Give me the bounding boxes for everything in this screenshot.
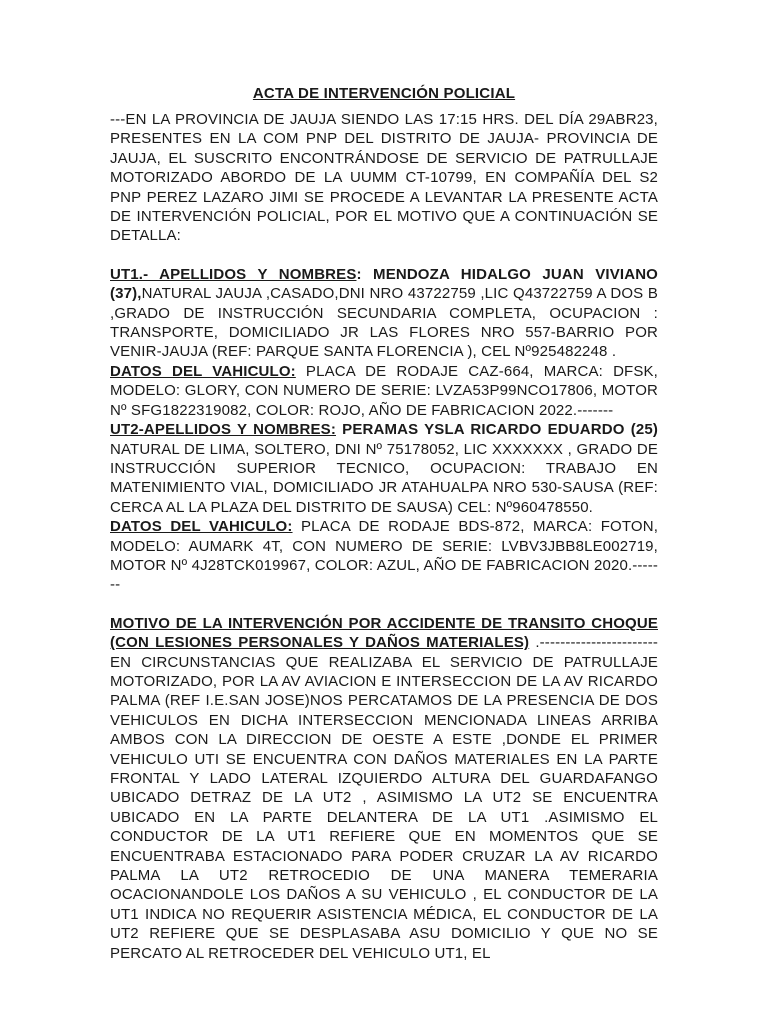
ut2-vehicle-label: DATOS DEL VAHICULO: <box>110 518 293 536</box>
motivo-heading: MOTIVO DE LA INTERVENCIÓN POR ACCIDENTE DE TRANSITO CHOQUE (CON LESIONES PERSONALES Y DAÑOS MATERIALES) <box>110 614 658 652</box>
ut2-section <box>110 420 658 517</box>
ut2-vehicle-section <box>110 517 658 595</box>
ut1-vehicle-section <box>110 362 658 420</box>
intro-paragraph: ---EN LA PROVINCIA DE JAUJA SIENDO LAS 17:15 HRS. DEL DÍA 29ABR23, PRESENTES EN LA COM PNP DEL DISTRITO DE JAUJA- PROVINCIA DE JAUJA, EL SUSCRITO ENCONTRÁNDOSE DE SERVICIO DE PATRULLAJE MOTORIZADO ABORDO DE LA UUMM CT-10799, EN COMPAÑÍA DEL S2 PNP PEREZ LAZARO JIMI SE PROCEDE A LEVANTAR LA PRESENTE ACTA DE INTERVENCIÓN POLICIAL, POR EL MOTIVO QUE A CONTINUACIÓN SE DETALLA: <box>110 111 658 245</box>
document-title: ACTA DE INTERVENCIÓN POLICIAL <box>252 85 516 102</box>
motivo-section <box>110 614 658 963</box>
ut1-vehicle-details: PLACA DE RODAJE CAZ-664, MARCA: DFSK, MODELO: GLORY, CON NUMERO DE SERIE: LVZA53P99NCO17806, MOTOR Nº SFG1822319082, COLOR: ROJO, AÑO DE FABRICACION 2022.------- <box>110 362 658 419</box>
ut2-label: UT2-APELLIDOS Y NOMBRES: <box>110 421 336 439</box>
ut1-vehicle-label: DATOS DEL VAHICULO: <box>110 362 296 380</box>
motivo-body: EN CIRCUNSTANCIAS QUE REALIZABA EL SERVICIO DE PATRULLAJE MOTORIZADO, POR LA AV AVIACION E INTERSECCION DE LA AV RICARDO PALMA (REF I.E.SAN JOSE)NOS PERCATAMOS DE LA PRESENCIA DE DOS VEHICULOS EN DICHA INTERSECCION MENCIONADA LINEAS ARRIBA AMBOS CON LA DIRECCION DE OESTE A ESTE ,DONDE EL PRIMER VEHICULO UTI SE ENCUENTRA CON DAÑOS MATERIALES EN LA PARTE FRONTAL Y LADO LATERAL IZQUIERDO ALTURA DEL GUARDAFANGO UBICADO DETRAZ DE LA UT2 , ASIMISMO LA UT2 SE ENCUENTRA UBICADO EN LA PARTE DELANTERA DE LA UT1 .ASIMISMO EL CONDUCTOR DE LA UT1 REFIERE QUE EN MOMENTOS QUE SE ENCUENTRABA ESTACIONADO PARA PODER CRUZAR LA AV RICARDO PALMA LA UT2 RETROCEDIO DE UNA MANERA TEMERARIA OCACIONANDOLE LOS DAÑOS A SU VEHICULO , EL CONDUCTOR DE LA UT1 INDICA NO REQUERIR ASISTENCIA MÉDICA, EL CONDUCTOR DE LA UT2 REFIERE QUE SE DESPLASABA ASU DOMICILIO Y QUE NO SE PERCATO AL RETROCEDER DEL VEHICULO UT1, EL <box>110 653 658 962</box>
ut2-name: PERAMAS YSLA RICARDO EDUARDO (25) <box>335 421 658 439</box>
ut2-details: NATURAL DE LIMA, SOLTERO, DNI Nº 75178052, LIC XXXXXXX , GRADO DE INSTRUCCIÓN SUPERIOR TECNICO, OCUPACION: TRABAJO EN MATENIMIENTO VIAL, DOMICILIADO JR ATAHUALPA NRO 530-SAUSA (REF: CERCA AL LA PLAZA DEL DISTRITO DE SAUSA) CEL: Nº960478550. <box>110 440 658 516</box>
ut1-section <box>110 265 658 362</box>
ut1-details: NATURAL JAUJA ,CASADO,DNI NRO 43722759 ,LIC Q43722759 A DOS B ,GRADO DE INSTRUCCIÓN SECUNDARIA COMPLETA, OCUPACION : TRANSPORTE, DOMICILIADO JR LAS FLORES NRO 557-BARRIO POR VENIR-JAUJA (REF: PARQUE SANTA FLORENCIA ), CEL Nº925482248 . <box>110 285 658 361</box>
motivo-dashes: .----------------------- <box>529 634 658 652</box>
ut2-vehicle-details: PLACA DE RODAJE BDS-872, MARCA: FOTON, MODELO: AUMARK 4T, CON NUMERO DE SERIE: LVBV3JBB8LE002719, MOTOR Nº 4J28TCK019967, COLOR: AZUL, AÑO DE FABRICACION 2020.------- <box>110 518 659 594</box>
paragraph-gap <box>110 246 658 265</box>
ut1-name: : MENDOZA HIDALGO JUAN VIVIANO (37), <box>110 265 659 303</box>
ut1-label: UT1.- APELLIDOS Y NOMBRES <box>110 265 357 283</box>
paragraph-gap <box>110 595 658 614</box>
